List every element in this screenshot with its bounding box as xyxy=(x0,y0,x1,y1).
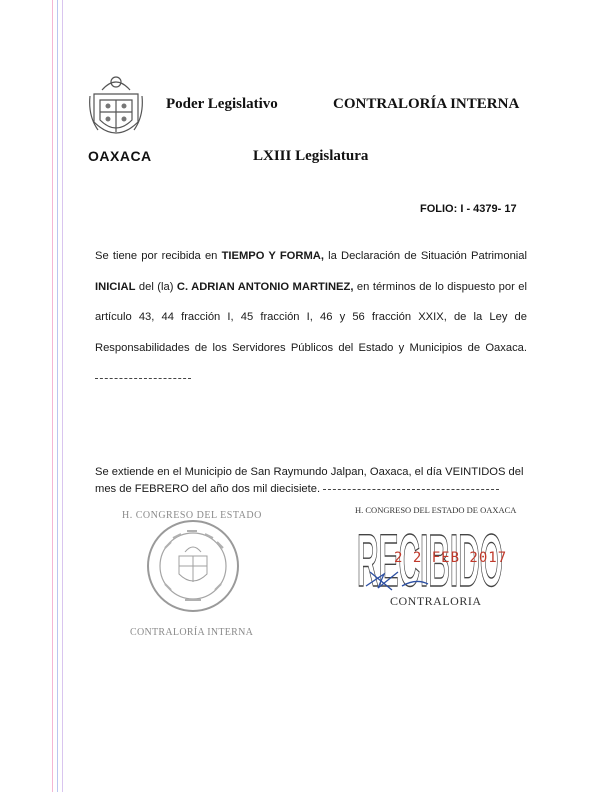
declaration-paragraph xyxy=(95,241,527,394)
para2-text: Se extiende en el Municipio de San Raymundo Jalpan, Oaxaca, el día VEINTIDOS del mes de FEBRERO del año dos mil diecisiete. xyxy=(95,466,524,495)
para1-text-b: la Declaración de Situación Patrimonial xyxy=(323,250,527,262)
margin-line-pink xyxy=(52,0,53,792)
official-seal-icon xyxy=(145,518,241,614)
para1-text-d: en términos de lo dispuesto por el artículo 43, 44 fracción I, 45 fracción I, 46 y 56 fracción XXIX, de la Ley de Responsabilidades de los Servidores Públicos del Estado y Municipios de Oaxaca. xyxy=(95,280,527,354)
coat-of-arms-icon xyxy=(88,72,144,146)
para1-bold-type: INICIAL xyxy=(95,280,136,293)
seal-bottom-text: CONTRALORÍA INTERNA xyxy=(130,627,254,638)
stamp-date: 2 2 FEB 2017 xyxy=(394,550,508,566)
stamp-top-text: H. CONGRESO DEL ESTADO DE OAXACA xyxy=(355,505,517,515)
dash-filler xyxy=(95,377,191,379)
para1-text-a: Se tiene por recibida en xyxy=(95,250,222,262)
para1-text-c: del (la) xyxy=(135,280,177,293)
margin-line-violet xyxy=(62,0,63,792)
header-right-title: CONTRALORÍA INTERNA xyxy=(333,96,520,112)
seal-top-text: H. CONGRESO DEL ESTADO xyxy=(122,510,262,521)
header-subtitle: LXIII Legislatura xyxy=(253,148,369,164)
state-name: OAXACA xyxy=(88,148,152,164)
margin-line-blue xyxy=(57,0,58,792)
dash-filler-2 xyxy=(323,488,499,490)
received-stamp-text: RECIBIDO xyxy=(357,519,503,594)
issuance-paragraph xyxy=(95,464,527,498)
header-left-title: Poder Legislativo xyxy=(166,96,278,112)
para1-bold-term: TIEMPO Y FORMA, xyxy=(221,250,324,262)
signature-mark xyxy=(362,568,432,592)
stamp-bottom-text: CONTRALORIA xyxy=(390,594,482,608)
folio-number: FOLIO: I - 4379- 17 xyxy=(420,203,517,215)
para1-bold-name: C. ADRIAN ANTONIO MARTINEZ, xyxy=(176,280,354,293)
